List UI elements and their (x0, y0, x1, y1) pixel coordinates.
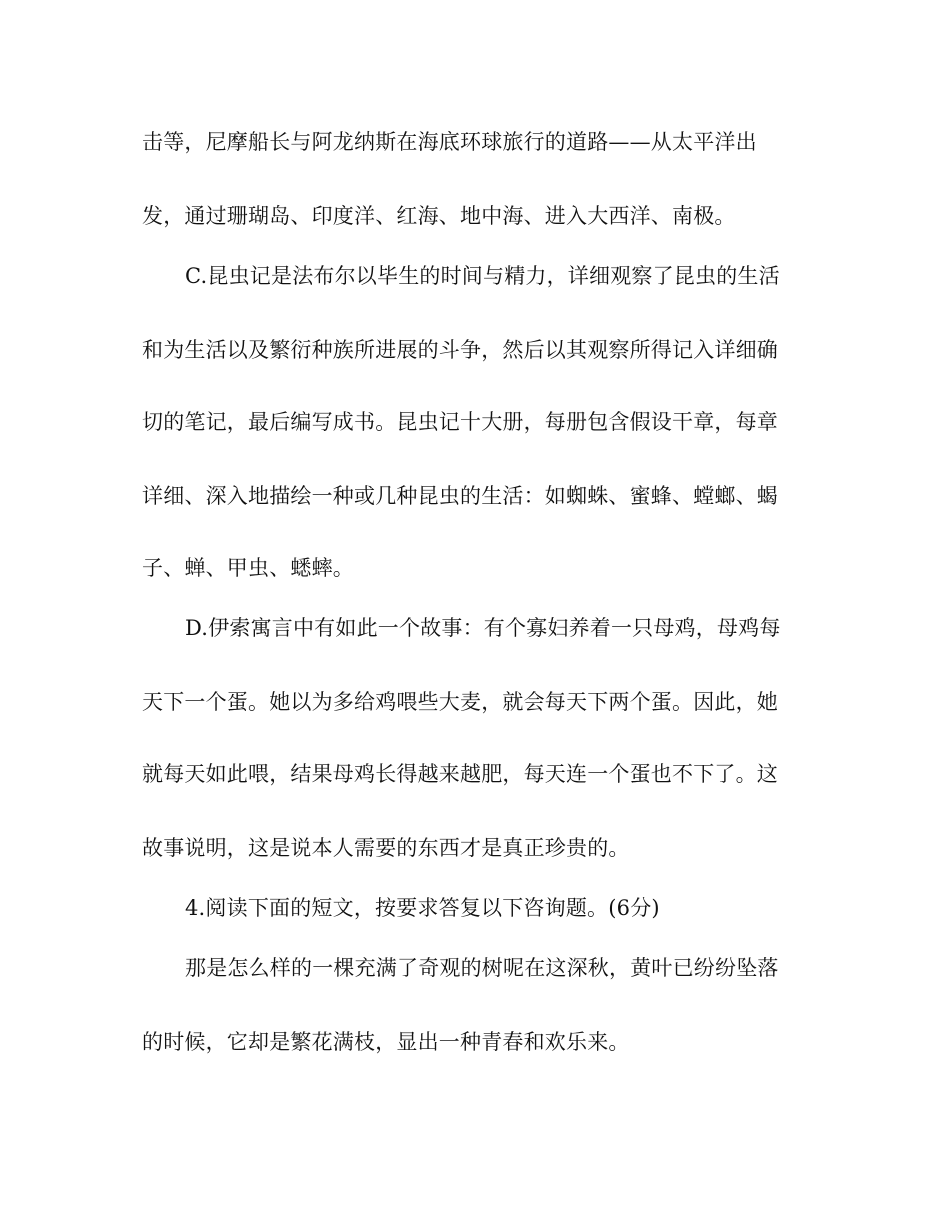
option-c-line-2: 和为生活以及繁衍种族所进展的斗争，然后以其观察所得记入详细确 (142, 338, 778, 362)
passage-line-2: 的时候，它却是繁花满枝，显出一种青春和欢乐来。 (142, 1030, 630, 1054)
option-c-line-1: C.昆虫记是法布尔以毕生的时间与精力，详细观察了昆虫的生活 (185, 264, 780, 288)
option-d-line-2: 天下一个蛋。她以为多给鸡喂些大麦，就会每天下两个蛋。因此，她 (142, 690, 778, 714)
option-c-line-3: 切的笔记，最后编写成书。昆虫记十大册，每册包含假设干章，每章 (142, 410, 778, 434)
question-4-heading: 4.阅读下面的短文，按要求答复以下咨询题。(6分) (185, 896, 660, 920)
option-d-line-3: 就每天如此喂，结果母鸡长得越来越肥，每天连一个蛋也不下了。这 (142, 762, 778, 786)
option-d-line-4: 故事说明，这是说本人需要的东西才是真正珍贵的。 (142, 836, 630, 860)
text-line-1: 击等，尼摩船长与阿龙纳斯在海底环球旅行的道路——从太平洋出 (142, 130, 757, 154)
passage-line-1: 那是怎么样的一棵充满了奇观的树呢在这深秋，黄叶已纷纷坠落 (185, 956, 779, 980)
option-c-line-5: 子、蝉、甲虫、蟋蟀。 (142, 556, 354, 580)
option-c-line-4: 详细、深入地描绘一种或几种昆虫的生活：如蜘蛛、蜜蜂、螳螂、蝎 (142, 484, 778, 508)
text-line-2: 发，通过珊瑚岛、印度洋、红海、地中海、进入大西洋、南极。 (142, 204, 736, 228)
option-d-line-1: D.伊索寓言中有如此一个故事：有个寡妇养着一只母鸡，母鸡每 (185, 616, 781, 640)
